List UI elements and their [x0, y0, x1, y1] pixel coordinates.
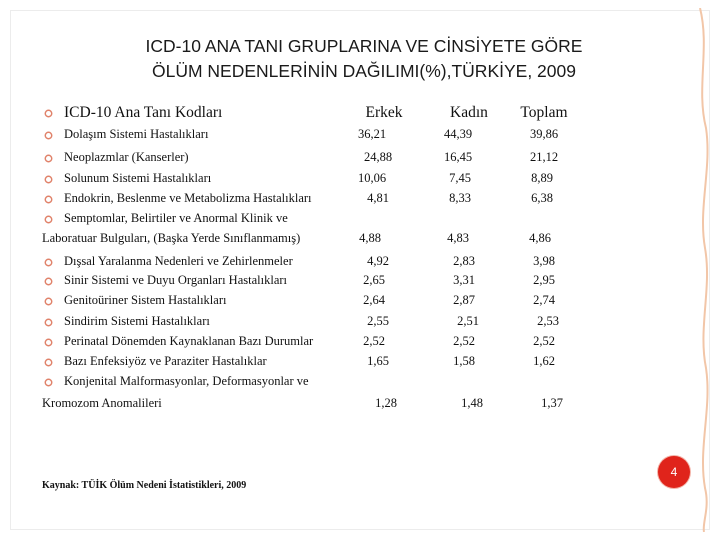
slide-title-line-1: ICD-10 ANA TANI GRUPLARINA VE CİNSİYETE GÖRE: [145, 36, 583, 56]
value-male: 24,88: [363, 150, 393, 164]
value-total: 4,86: [529, 231, 551, 245]
row-label: Endokrin, Beslenme ve Metabolizma Hastalıkları: [64, 191, 312, 205]
header-male: Erkek: [365, 104, 403, 121]
row-label: Dışsal Yaralanma Nedenleri ve Zehirlenmeler: [64, 254, 293, 268]
value-total: 2,52: [533, 334, 555, 348]
table-row: [0, 211, 720, 229]
value-total: 21,12: [529, 150, 559, 164]
value-male: 4,88: [359, 231, 381, 245]
value-male: 4,92: [367, 254, 389, 268]
value-female: 1,58: [453, 354, 475, 368]
row-label: Sinir Sistemi ve Duyu Organları Hastalıkları: [64, 273, 287, 287]
value-total: 1,37: [541, 396, 563, 410]
value-female: 7,45: [449, 171, 471, 185]
value-female: 4,83: [447, 231, 469, 245]
value-male: 2,55: [367, 314, 389, 328]
value-total: 8,89: [531, 171, 553, 185]
row-label: Semptomlar, Belirtiler ve Anormal Klinik ve: [64, 211, 288, 225]
row-label-continuation: Kromozom Anomalileri: [42, 396, 162, 410]
value-total: 6,38: [531, 191, 553, 205]
value-male: 2,52: [363, 334, 385, 348]
value-female: 2,87: [453, 293, 475, 307]
page-number-badge: 4: [658, 456, 690, 488]
value-male: 2,65: [363, 273, 385, 287]
value-female: 16,45: [443, 150, 473, 164]
value-female: 3,31: [453, 273, 475, 287]
value-female: 2,51: [457, 314, 479, 328]
row-label: Sindirim Sistemi Hastalıkları: [64, 314, 210, 328]
row-label-continuation: Laboratuar Bulguları, (Başka Yerde Sınıflanmamış): [42, 231, 301, 245]
header-icd-label: ICD-10 Ana Tanı Kodları: [64, 104, 223, 121]
value-male: 4,81: [367, 191, 389, 205]
slide-title-line-2: ÖLÜM NEDENLERİNİN DAĞILIMI(%),TÜRKİYE, 2009: [152, 61, 576, 81]
bullet-icon: [44, 109, 53, 118]
value-total: 2,95: [533, 273, 555, 287]
row-label: Solunum Sistemi Hastalıkları: [64, 171, 212, 185]
row-label: Perinatal Dönemden Kaynaklanan Bazı Durumlar: [64, 334, 314, 348]
value-male: 2,64: [363, 293, 385, 307]
value-male: 36,21: [357, 127, 387, 141]
value-male: 10,06: [357, 171, 387, 185]
value-female: 44,39: [443, 127, 473, 141]
value-female: 1,48: [461, 396, 483, 410]
value-total: 39,86: [529, 127, 559, 141]
value-total: 2,53: [537, 314, 559, 328]
header-female: Kadın: [450, 104, 488, 121]
value-total: 3,98: [533, 254, 555, 268]
row-label: Neoplazmlar (Kanserler): [64, 150, 189, 164]
row-label: Dolaşım Sistemi Hastalıkları: [64, 127, 209, 141]
value-total: 1,62: [533, 354, 555, 368]
header-total: Toplam: [520, 104, 568, 121]
value-female: 2,83: [453, 254, 475, 268]
value-male: 1,65: [367, 354, 389, 368]
row-label: Bazı Enfeksiyöz ve Paraziter Hastalıklar: [64, 354, 267, 368]
table-row: [0, 374, 720, 392]
row-label: Genitoüriner Sistem Hastalıkları: [64, 293, 227, 307]
source-note: Kaynak: TÜİK Ölüm Nedeni İstatistikleri, 2009: [42, 480, 247, 491]
row-label: Konjenital Malformasyonlar, Deformasyonlar ve: [64, 374, 309, 388]
value-female: 2,52: [453, 334, 475, 348]
slide-title: [0, 34, 720, 84]
value-female: 8,33: [449, 191, 471, 205]
value-male: 1,28: [375, 396, 397, 410]
value-total: 2,74: [533, 293, 555, 307]
